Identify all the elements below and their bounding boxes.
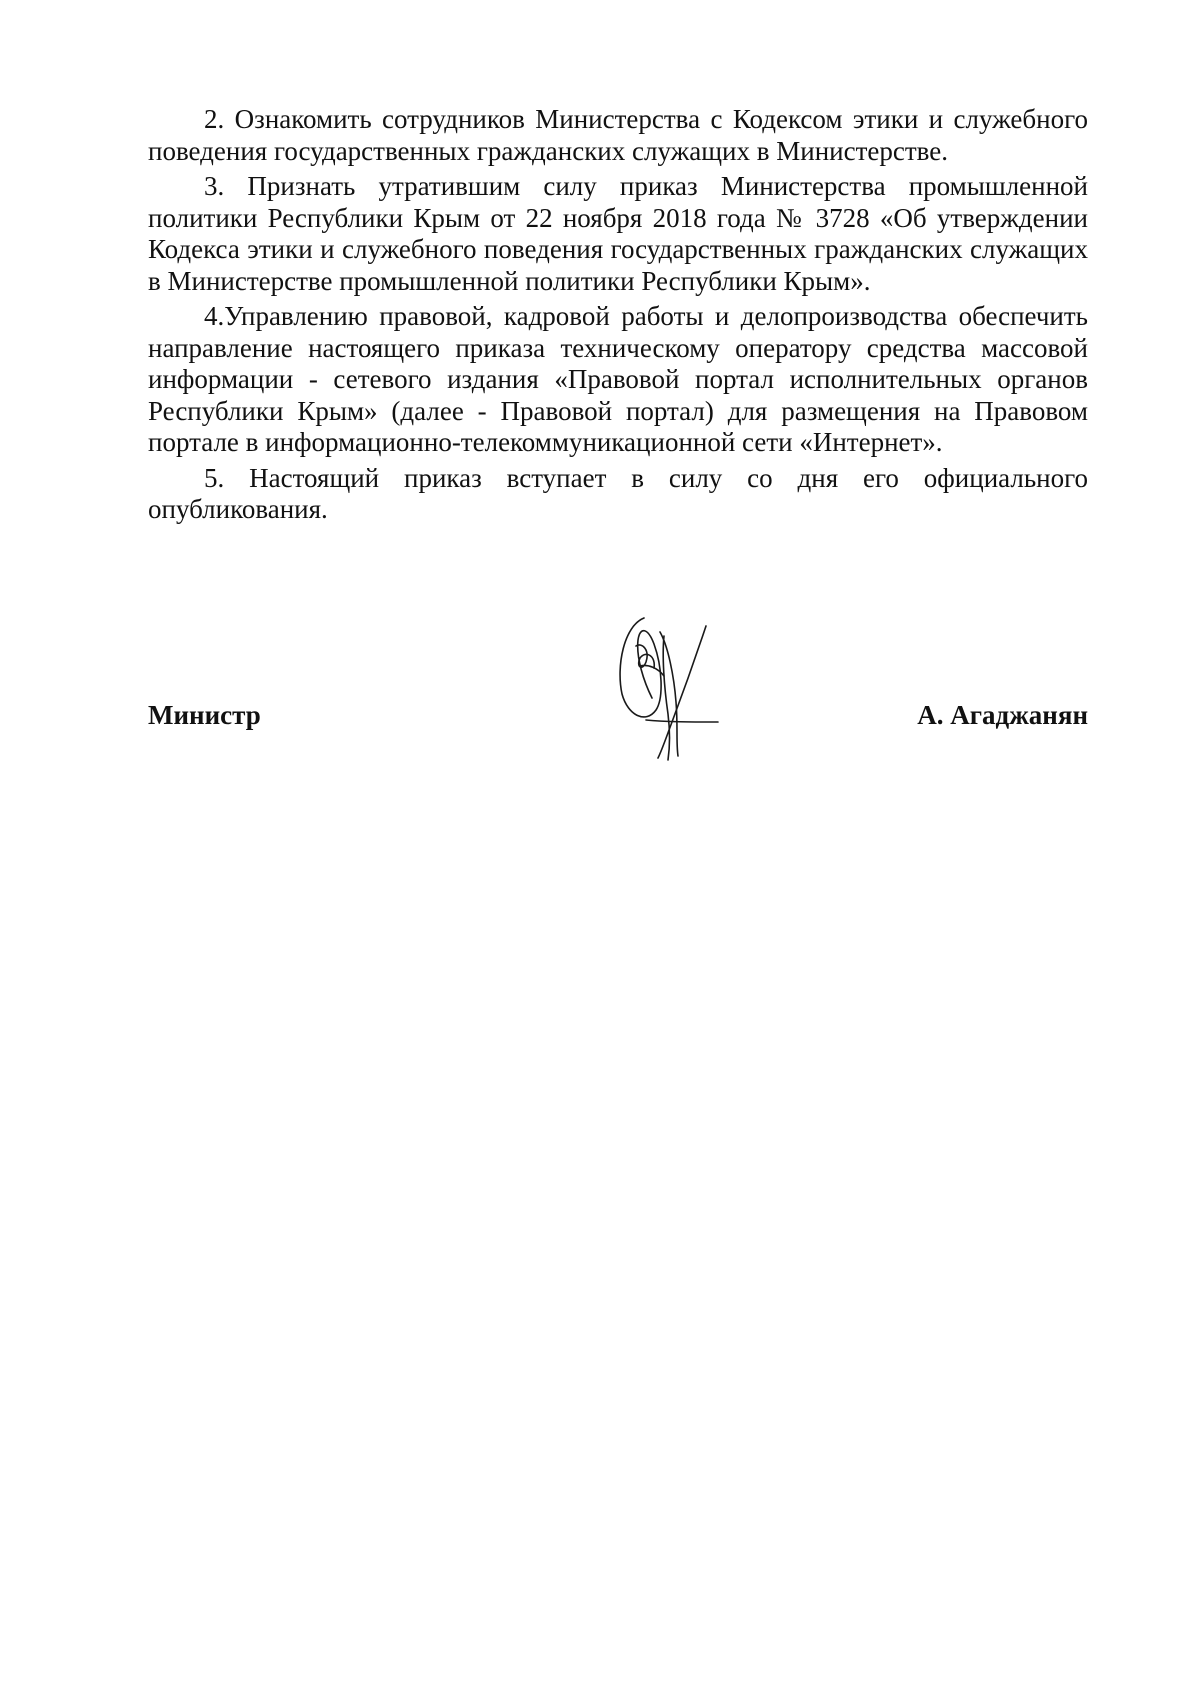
paragraph-3: 3. Признать утратившим силу приказ Министерства промышленной политики Республики Крым от 22 ноября 2018 года № 3728 «Об утверждении Кодекса этики и служебного поведения государственных гражданских служащих в Министерстве промышленной политики Республики Крым».	[148, 171, 1088, 296]
signatory-name: А. Агаджанян	[917, 700, 1088, 730]
paragraph-4: 4.Управлению правовой, кадровой работы и делопроизводства обеспечить направление настоящего приказа техническому оператору средства массовой информации - сетевого издания «Правовой портал исполнительных органов Республики Крым» (далее - Правовой портал) для размещения на Правовом портале в информационно-телекоммуникационной сети «Интернет».	[148, 301, 1088, 457]
document-body	[148, 104, 1088, 530]
paragraph-5: 5. Настоящий приказ вступает в силу со дня его официального опубликования.	[148, 462, 1088, 524]
handwritten-signature	[606, 606, 726, 766]
signatory-title: Министр	[148, 700, 261, 730]
paragraph-2: 2. Ознакомить сотрудников Министерства с Кодексом этики и служебного поведения государственных гражданских служащих в Министерстве.	[148, 104, 1088, 166]
